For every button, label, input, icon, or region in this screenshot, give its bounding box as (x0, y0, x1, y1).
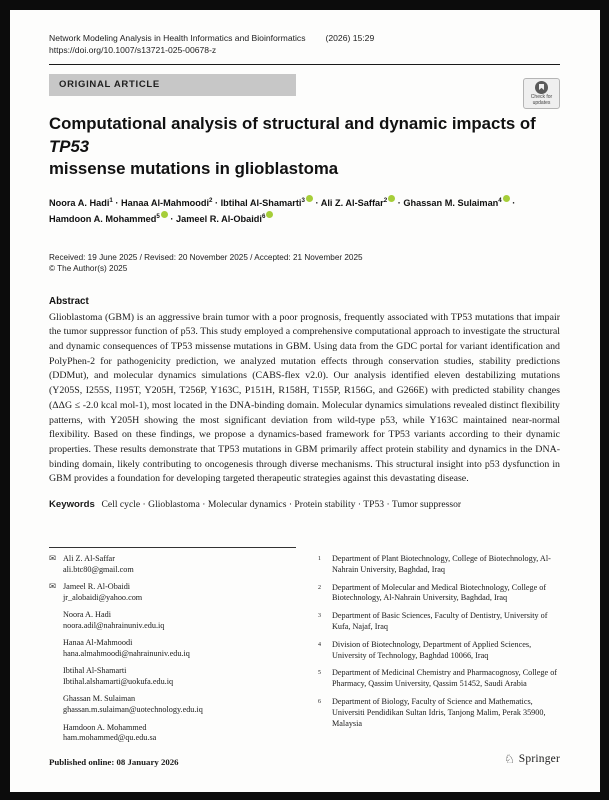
affiliation-entry: 2 Department of Molecular and Medical Biotechnology, College of Biotechnology, Al-Nahrain University, Baghdad, Iraq (318, 582, 547, 603)
keywords-label: Keywords (49, 499, 95, 511)
contact-name: Hanaa Al-Mahmoodi (63, 638, 133, 648)
contact-email[interactable]: Ibtihal.alshamarti@uokufa.edu.iq (63, 677, 174, 687)
author: Ali Z. Al-Saffar$^2$ (321, 198, 395, 208)
author: Hamdoon A. Mohammed$^5$ (49, 214, 168, 224)
springer-knight-icon: ♘ (504, 752, 515, 766)
journal-issue: (2026) 15:29 (325, 33, 375, 43)
article-dates: Received: 19 June 2025 / Revised: 20 November 2025 / Accepted: 21 November 2025 (49, 252, 363, 262)
contact-email[interactable]: hana.almahmoodi@nahrainuniv.edu.iq (63, 649, 190, 659)
contact-email[interactable]: ali.btc80@gmail.com (63, 564, 134, 574)
contact-name: Noora A. Hadi (63, 610, 111, 620)
gene-name-italic: TP53 (49, 136, 90, 156)
author-separator: · (167, 213, 176, 224)
title-line-1: Computational analysis of structural and dynamic impacts of TP53 (49, 114, 536, 156)
check-updates-label: Check for updates (530, 94, 553, 106)
envelope-icon-placeholder (49, 610, 63, 632)
author-list (49, 194, 560, 226)
contact-name: Ali Z. Al-Saffar (63, 554, 115, 563)
abstract-text: Glioblastoma (GBM) is an aggressive brain tumor with a poor prognosis, frequently associated with TP53 mutations that impair the tumor suppressor function of p53. This study employed a comprehensive computational approach to investigate the structural and dynamic consequences of TP53 missense mutations in GBM. Using data from the GDC portal for variant identification and PolyPhen-2 for pathogenicity prediction, we analyzed mutation effects through conservation studies, stability predictions (DDMut), and molecular dynamics simulations (CABS-flex v2.0). Our analysis identified eleven destabilizing mutations (Y205S, I255S, I195T, Y205H, T256P, Y163C, P151H, R158H, T155P, R156G, and G266E) with predicted stability changes (ΔΔG ≤ -2.0 kcal mol-1), most located in the DNA-binding domain. Molecular dynamics simulations revealed distinct flexibility patterns, with Y205H showing the most significant deviation from wild-type p53, while Y163C maintained near-normal flexibility. Based on these findings, we propose a dynamics-based framework for TP53 variants according to their dynamic properties. These results demonstrate that TP53 mutations in GBM primarily affect protein stability and dynamics in the DNA-binding domain, likely contributing to oncogenesis through diverse mechanisms. This structural insight into p53 dysfunction in GBM provides a foundation for developing targeted therapeutic strategies against this devastating disease. (49, 311, 560, 485)
contact-entry (49, 694, 296, 716)
affiliation-list (318, 554, 560, 751)
author: Noora A. Hadi$^1$ (49, 196, 113, 208)
abstract-heading: Abstract (49, 295, 89, 307)
envelope-icon: ✉ (49, 554, 57, 564)
contact-entry (49, 610, 296, 632)
contact-name: Jameel R. Al-Obaidi (63, 582, 131, 592)
contact-email[interactable]: ham.mohammed@qu.edu.sa (63, 733, 157, 743)
contact-entry (49, 582, 296, 604)
contact-email[interactable]: jr_alobaidi@yahoo.com (63, 592, 143, 602)
keywords-items: Cell cycle · Glioblastoma · Molecular dynamics · Protein stability · TP53 · Tumor suppressor (101, 499, 462, 511)
contact-name: Ibtihal Al-Shamarti (63, 666, 127, 676)
doi-link[interactable]: https://doi.org/10.1007/s13721-025-00678-z (49, 45, 217, 55)
author: Hanaa Al-Mahmoodi$^2$ (121, 196, 213, 208)
contact-entry (49, 666, 296, 688)
contact-entry (49, 723, 296, 745)
contact-name: Hamdoon A. Mohammed (63, 722, 147, 732)
article-type-band: ORIGINAL ARTICLE (49, 74, 296, 96)
affiliation-entry: 1 Department of Plant Biotechnology, College of Biotechnology, Al-Nahrain University, Baghdad, Iraq (318, 554, 551, 574)
contact-name: Ghassan M. Sulaiman (63, 694, 136, 704)
envelope-icon-placeholder (49, 666, 63, 688)
envelope-icon-placeholder (49, 638, 63, 660)
springer-wordmark: Springer (518, 753, 560, 765)
author-separator: · (212, 197, 221, 208)
contact-entry (49, 638, 296, 660)
author-separator: · (312, 197, 321, 208)
header-rule (49, 64, 560, 65)
orcid-icon[interactable] (266, 211, 273, 218)
author: Ghassan M. Sulaiman$^4$ (403, 198, 509, 208)
title-line-2: missense mutations in glioblastoma (49, 159, 339, 178)
affiliation-entry: 3 Department of Basic Sciences, Faculty of Dentistry, University of Kufa, Najaf, Iraq (318, 611, 548, 631)
affiliation-entry: 6 Department of Biology, Faculty of Science and Mathematics, Universiti Pendidikan Sultan Idris, Tanjong Malim, Perak 35900, Malaysia (318, 696, 546, 728)
update-bookmark-icon (535, 81, 548, 94)
affiliation-entry: 5 Department of Medicinal Chemistry and Pharmacognosy, College of Pharmacy, Qassim University, Qassim 51452, Saudi Arabia (318, 668, 558, 689)
keywords-line (49, 499, 560, 510)
envelope-icon: ✉ (49, 582, 57, 593)
contact-entry (49, 554, 296, 576)
author-separator: · (395, 197, 404, 208)
footnotes-section (49, 547, 560, 751)
orcid-icon[interactable] (503, 195, 510, 202)
journal-name: Network Modeling Analysis in Health Informatics and Bioinformatics (49, 33, 306, 43)
contact-list (49, 554, 296, 751)
published-online: Published online: 08 January 2026 (49, 757, 179, 767)
paper-page (10, 10, 600, 792)
contact-email[interactable]: noora.adil@nahrainuniv.edu.iq (63, 620, 165, 630)
orcid-icon[interactable] (161, 211, 168, 218)
envelope-icon-placeholder (49, 723, 63, 745)
page-title (49, 113, 560, 181)
journal-header (49, 32, 560, 44)
orcid-icon[interactable] (306, 195, 313, 202)
contact-email[interactable]: ghassan.m.sulaiman@uotechnology.edu.iq (63, 705, 203, 715)
footnote-rule (49, 547, 296, 548)
author: Ibtihal Al-Shamarti$^3$ (221, 198, 313, 208)
copyright-line: © The Author(s) 2025 (49, 264, 128, 274)
author-separator: · (509, 197, 516, 208)
check-for-updates-badge[interactable] (523, 78, 560, 109)
envelope-icon-placeholder (49, 694, 63, 716)
springer-logo (504, 752, 560, 766)
author-separator: · (112, 197, 122, 208)
author: Jameel R. Al-Obaidi$^6$ (176, 214, 273, 224)
affiliation-entry: 4 Division of Biotechnology, Department of Applied Sciences, University of Technology, Baghdad 10066, Iraq (318, 639, 532, 660)
